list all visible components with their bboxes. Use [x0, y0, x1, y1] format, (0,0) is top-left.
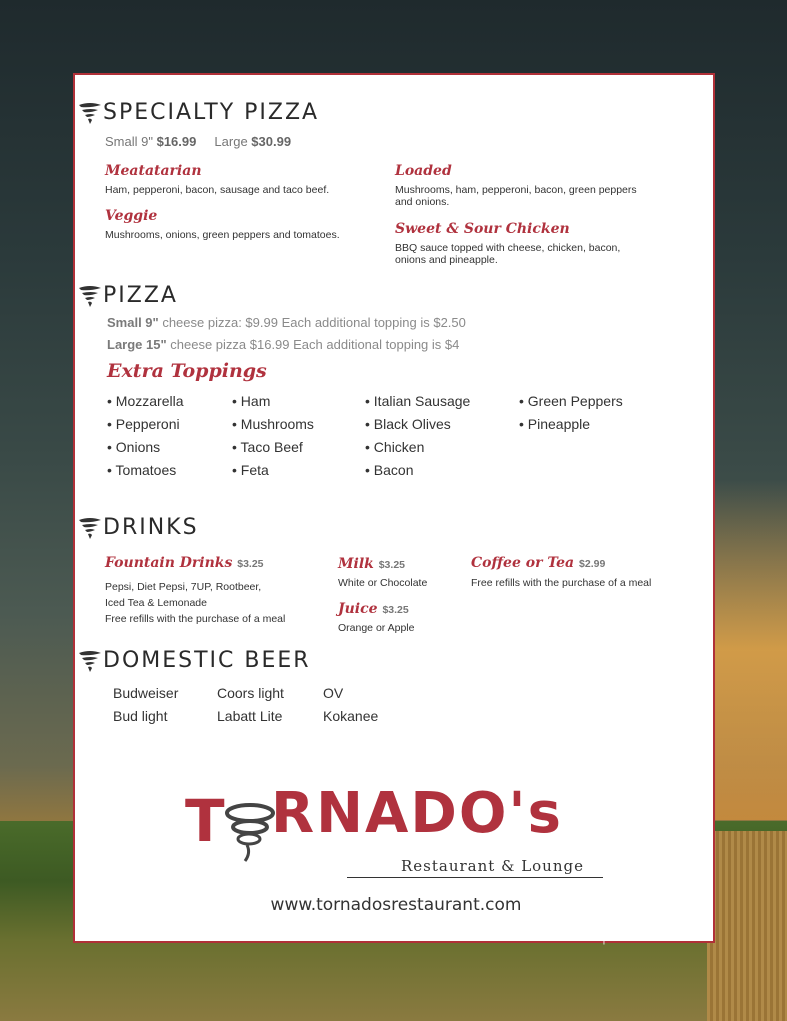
logo-underline: [347, 877, 603, 878]
beer-column-2: [217, 682, 284, 728]
juice-price: $3.25: [382, 604, 409, 616]
fountain-price: $3.25: [237, 558, 264, 570]
logo-subtitle: Restaurant & Lounge: [401, 857, 584, 875]
topping: • Pepperoni: [107, 416, 180, 432]
beer-title: DOMESTIC BEER: [103, 648, 311, 673]
wheat-field: [707, 831, 787, 1021]
topping: • Italian Sausage: [365, 393, 471, 409]
small-price: $16.99: [156, 134, 197, 149]
topping: • Chicken: [365, 439, 425, 455]
tornado-icon: [77, 649, 103, 673]
small-label: Small 9": [105, 134, 153, 149]
beer-item: Coors light: [217, 685, 284, 701]
small-text: cheese pizza: $9.99 Each additional topping is $2.50: [162, 315, 466, 330]
beer-column-1: [113, 682, 178, 728]
drinks-header: [77, 515, 199, 540]
loaded-name: Loaded: [395, 163, 452, 179]
coffee-price: $2.99: [579, 558, 606, 570]
logo-word-rest: RNADO's: [271, 781, 563, 846]
beer-header: [77, 648, 311, 673]
topping: • Black Olives: [365, 416, 451, 432]
beer-item: Labatt Lite: [217, 708, 283, 724]
sweet-sour-name: Sweet & Sour Chicken: [395, 221, 570, 237]
loaded-desc: Mushrooms, ham, pepperoni, bacon, green peppers and onions.: [395, 184, 637, 208]
website-url[interactable]: www.tornadosrestaurant.com: [270, 895, 522, 915]
menu-page: [73, 73, 715, 943]
toppings-column-1: [107, 393, 183, 485]
coffee-name: Coffee or Tea: [471, 555, 575, 571]
fountain-drinks: [105, 555, 264, 571]
drinks-title: DRINKS: [103, 515, 199, 540]
large-size: Large 15": [107, 337, 167, 352]
fountain-name: Fountain Drinks: [105, 555, 233, 571]
tornado-icon: [77, 284, 103, 308]
pizza-title: PIZZA: [103, 283, 178, 308]
sweet-sour-desc: BBQ sauce topped with cheese, chicken, bacon, onions and pineapple.: [395, 242, 621, 266]
veggie-name: Veggie: [105, 208, 158, 224]
beer-item: Kokanee: [323, 708, 379, 724]
topping: • Feta: [232, 462, 269, 478]
topping: • Ham: [232, 393, 271, 409]
topping: • Tomatoes: [107, 462, 177, 478]
specialty-prices: [105, 134, 291, 149]
coffee-tea: [471, 555, 605, 571]
topping: • Taco Beef: [232, 439, 303, 455]
extra-toppings-title: Extra Toppings: [107, 360, 267, 382]
toppings-column-4: [519, 393, 623, 439]
meatatarian-desc: Ham, pepperoni, bacon, sausage and taco beef.: [105, 184, 330, 196]
beer-item: OV: [323, 685, 344, 701]
veggie-desc: Mushrooms, onions, green peppers and tomatoes.: [105, 229, 340, 241]
topping: • Pineapple: [519, 416, 591, 432]
tornado-icon: [77, 516, 103, 540]
fountain-desc: [105, 581, 285, 625]
tornado-logo-icon: [225, 803, 275, 863]
topping: • Onions: [107, 439, 161, 455]
specialty-title: SPECIALTY PIZZA: [103, 100, 320, 125]
large-price: $30.99: [251, 134, 292, 149]
watermark: menupix: [552, 926, 629, 945]
milk-desc: White or Chocolate: [338, 577, 428, 589]
specialty-header: [77, 100, 319, 125]
large-text: cheese pizza $16.99 Each additional topping is $4: [170, 337, 460, 352]
topping: • Bacon: [365, 462, 414, 478]
milk-price: $3.25: [378, 559, 405, 571]
coffee-desc: Free refills with the purchase of a meal: [471, 577, 652, 589]
toppings-column-2: [232, 393, 314, 485]
toppings-column-3: [365, 393, 470, 485]
beer-item: Budweiser: [113, 685, 179, 701]
topping: • Mushrooms: [232, 416, 314, 432]
fountain-desc-line: Iced Tea & Lemonade: [105, 597, 207, 609]
small-size: Small 9": [107, 315, 159, 330]
pizza-header: [77, 283, 178, 308]
juice-desc: Orange or Apple: [338, 622, 415, 634]
small-pizza-line: [107, 315, 466, 330]
juice: [338, 601, 409, 617]
milk-name: Milk: [338, 556, 374, 572]
large-label: Large: [214, 134, 248, 149]
fountain-desc-line: Free refills with the purchase of a meal: [105, 613, 286, 625]
beer-item: Bud light: [113, 708, 168, 724]
topping: • Green Peppers: [519, 393, 623, 409]
tornado-icon: [77, 101, 103, 125]
meatatarian-name: Meatatarian: [105, 163, 202, 179]
large-pizza-line: [107, 337, 459, 352]
logo-letter-t: T: [185, 787, 225, 855]
juice-name: Juice: [338, 601, 378, 617]
fountain-desc-line: Pepsi, Diet Pepsi, 7UP, Rootbeer,: [105, 581, 262, 593]
beer-column-3: [323, 682, 378, 728]
milk: [338, 556, 405, 572]
topping: • Mozzarella: [107, 393, 184, 409]
